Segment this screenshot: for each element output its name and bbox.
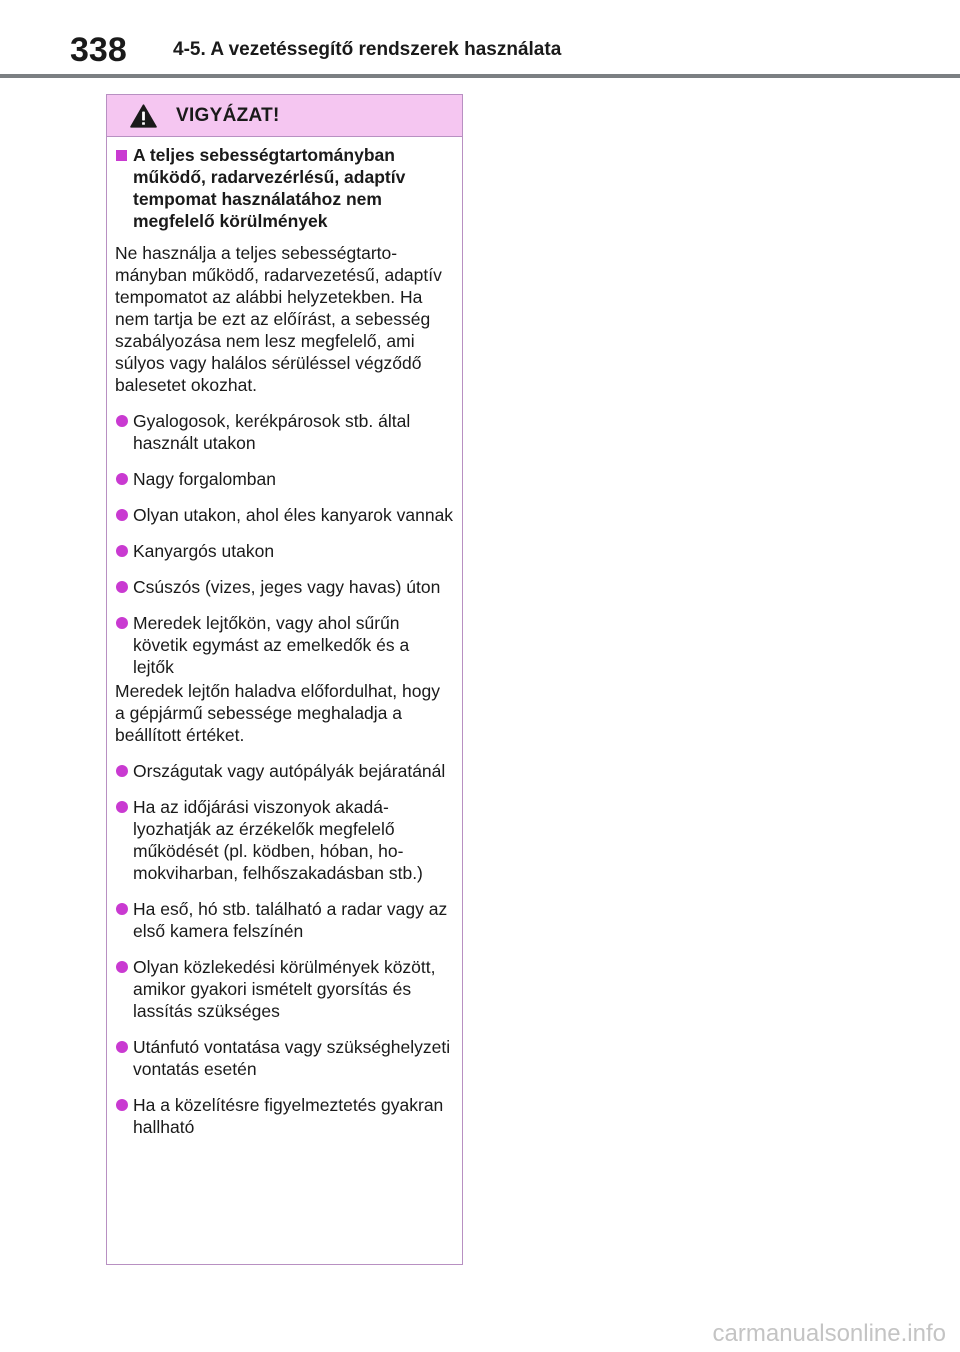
list-item — [115, 468, 454, 490]
condition-list — [115, 410, 454, 678]
round-bullet-icon — [116, 961, 128, 973]
list-item-text: Nagy forgalomban — [133, 469, 276, 489]
round-bullet-icon — [116, 765, 128, 777]
list-item-text: Olyan közlekedési körülmények között, amikor gyakori ismételt gyorsítás és lassítás szükséges — [133, 957, 436, 1021]
list-item-text: Országutak vagy autópályák bejáratánál — [133, 761, 446, 781]
list-item-text: Kanyargós utakon — [133, 541, 275, 561]
round-bullet-icon — [116, 903, 128, 915]
square-bullet-icon — [116, 150, 127, 161]
header-divider — [0, 74, 960, 78]
caution-header — [107, 95, 462, 137]
list-item-text: Ha az időjárási viszonyok akadályozhatják az érzékelők megfelelő működését (pl. ködben, hóban, homokviharban, felhőszakadásban stb.) — [133, 797, 423, 883]
list-item — [115, 1036, 454, 1080]
warning-triangle-icon — [130, 104, 157, 128]
list-item — [115, 540, 454, 562]
list-item-text: Ha eső, hó stb. található a radar vagy az első kamera felszínén — [133, 899, 448, 941]
round-bullet-icon — [116, 509, 128, 521]
list-item — [115, 576, 454, 598]
round-bullet-icon — [116, 545, 128, 557]
list-item-text: Ha a közelítésre figyelmeztetés gyakran hallható — [133, 1095, 444, 1137]
round-bullet-icon — [116, 1099, 128, 1111]
slope-note: Meredek lejtőn haladva előfordulhat, hogy a gépjármű sebessége meghaladja a beállított értéket. — [115, 681, 440, 745]
list-item — [115, 410, 454, 454]
list-item — [115, 504, 454, 526]
list-item-text: Meredek lejtőkön, vagy ahol sűrűn követik egymást az emelkedők és a lejtők — [133, 613, 410, 677]
round-bullet-icon — [116, 415, 128, 427]
subheading-text: A teljes sebességtartományban működő, radarvezérlésű, adaptív tempomat használatához nem megfelelő körülmények — [133, 145, 406, 231]
round-bullet-icon — [116, 617, 128, 629]
caution-box — [106, 94, 463, 1265]
page-number: 338 — [70, 31, 127, 69]
intro-paragraph: Ne használja a teljes sebességtartományban működő, radarvezetésű, adaptív tempomatot az alábbi helyzetekben. Ha nem tartja be ezt az előírást, a sebesség szabályozása nem lesz megfelelő, ami súlyos vagy halálos sérüléssel végződő balesetet okozhat. — [115, 243, 442, 395]
list-item — [115, 760, 454, 782]
list-item — [115, 1094, 454, 1138]
caution-subheading — [115, 144, 454, 232]
list-item — [115, 956, 454, 1022]
list-item — [115, 612, 454, 678]
caution-title: VIGYÁZAT! — [176, 105, 280, 126]
site-watermark: carmanualsonline.info — [712, 1320, 946, 1347]
caution-body — [107, 137, 462, 1138]
list-item — [115, 796, 454, 884]
round-bullet-icon — [116, 801, 128, 813]
list-item-text: Olyan utakon, ahol éles kanyarok vannak — [133, 505, 454, 525]
round-bullet-icon — [116, 1041, 128, 1053]
page-header — [0, 0, 960, 80]
list-item-text: Csúszós (vizes, jeges vagy havas) úton — [133, 577, 441, 597]
list-item-text: Utánfutó vontatása vagy szükséghelyzeti vontatás esetén — [133, 1037, 451, 1079]
list-item-text: Gyalogosok, kerékpárosok stb. által használt utakon — [133, 411, 411, 453]
section-title: 4-5. A vezetéssegítő rendszerek használata — [173, 39, 562, 60]
round-bullet-icon — [116, 581, 128, 593]
round-bullet-icon — [116, 473, 128, 485]
condition-list-continued — [115, 760, 454, 1138]
list-item — [115, 898, 454, 942]
